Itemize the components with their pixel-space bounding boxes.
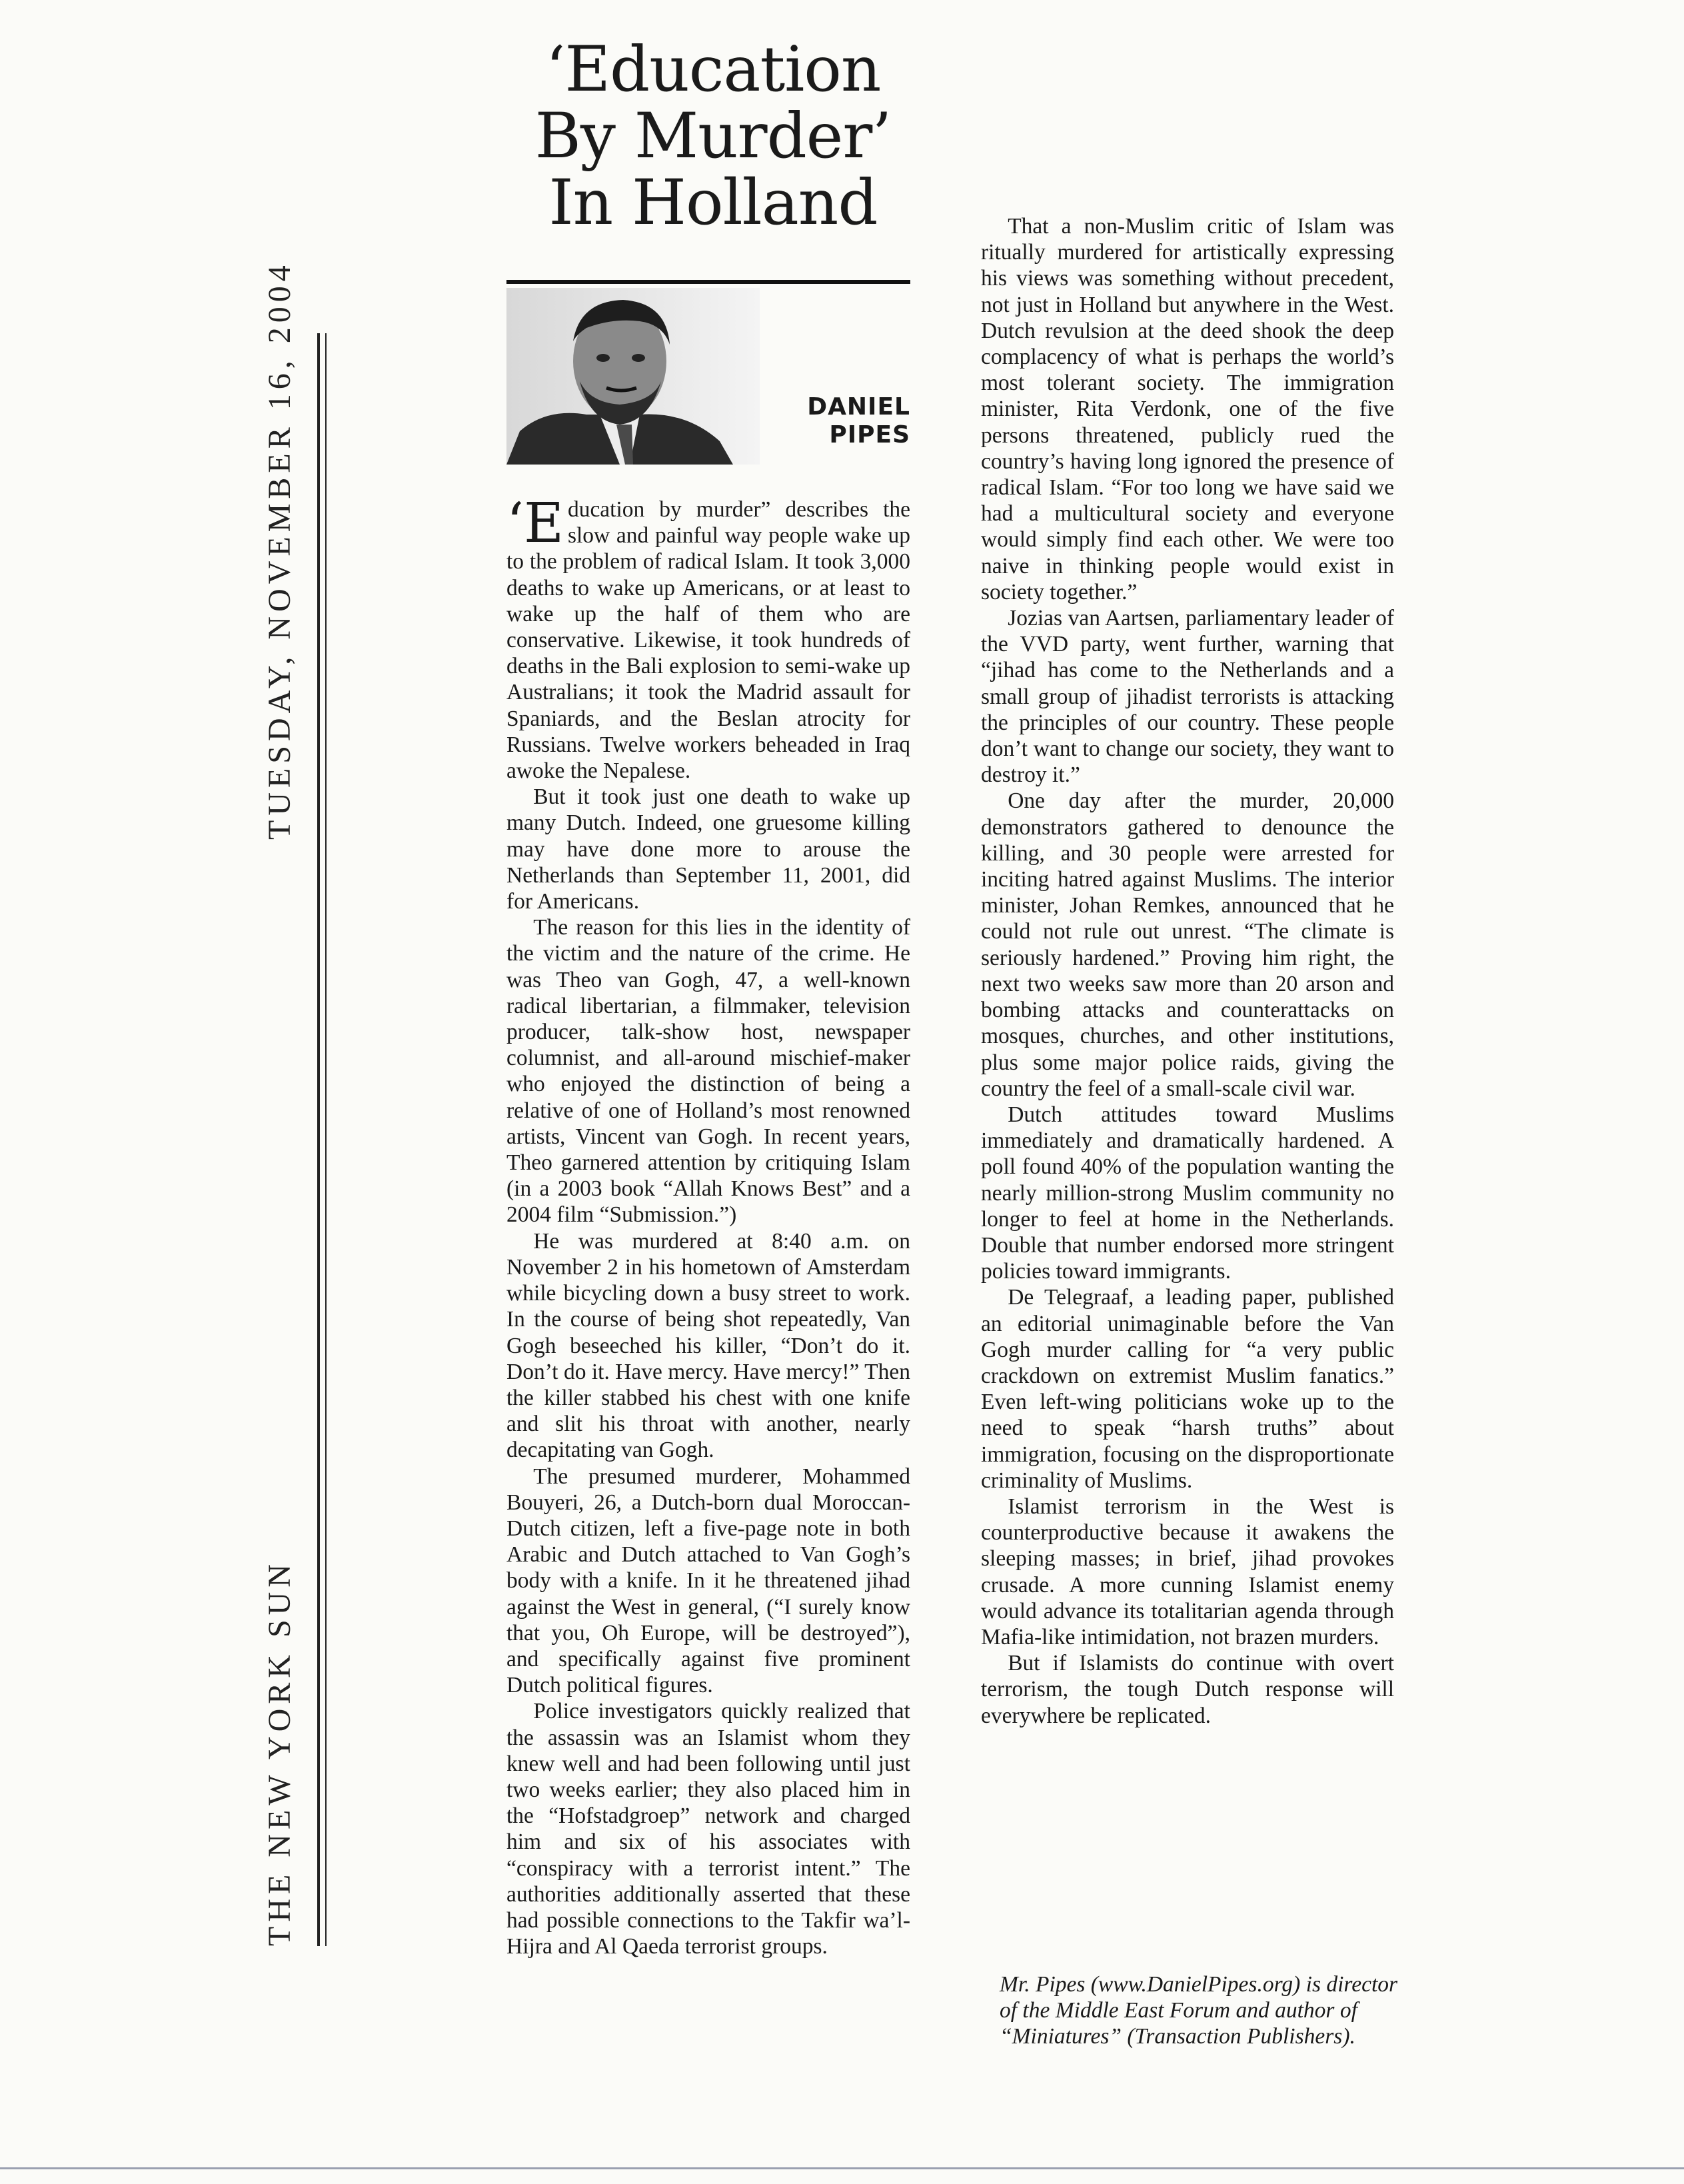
paragraph: The presumed murderer, Mohammed Bouyeri, 26, a Dutch-born dual Moroccan-Dutch citizen, left a five-page note in both Arabic and Dutch attached to Van Gogh’s body with a knife. In it he threatened jihad against the West in general, (“I surely know that you, Oh Europe, will be destroyed”), and specifically against five prominent Dutch political figures.	[506, 1464, 910, 1698]
publication-name: THE NEW YORK SUN	[262, 1560, 297, 1946]
dropcap: ‘E	[506, 492, 564, 555]
paragraph: But if Islamists do continue with overt terrorism, the tough Dutch response will everywhere be replicated.	[981, 1651, 1394, 1728]
author-first-name: DANIEL	[807, 393, 910, 421]
scan-bottom-edge	[0, 2167, 1684, 2169]
headline-line-3: In Holland	[548, 167, 878, 239]
paragraph: Islamist terrorism in the West is counterproductive because it awakens the sleeping masses; in brief, jihad provokes crusade. A more cunning Islamist enemy would advance its totalitarian agenda through Mafia-like intimidation, not brazen murders.	[981, 1494, 1394, 1649]
publication-date: TUESDAY, NOVEMBER 16, 2004	[262, 261, 297, 840]
paragraph: The reason for this lies in the identity of the victim and the nature of the crime. He was Theo van Gogh, 47, a well-known radical libertarian, a filmmaker, television producer, talk-show host, newspaper columnist, and all-around mischief-maker who enjoyed the distinction of being a relative of one of Holland’s most renowned artists, Vincent van Gogh. In recent years, Theo garnered attention by critiquing Islam (in a 2003 book “Allah Knows Best” and a 2004 film “Submission.”)	[506, 915, 910, 1228]
paragraph: He was murdered at 8:40 a.m. on November 2 in his hometown of Amsterdam while bicycling down a busy street to work. In the course of being shot repeatedly, Van Gogh beseeched his killer, “Don’t do it. Don’t do it. Have mercy. Have mercy!” Then the killer stabbed his chest with one knife and slit his throat with another, nearly decapitating van Gogh.	[506, 1228, 910, 1463]
photo-top-rule	[506, 280, 910, 284]
paragraph: That a non-Muslim critic of Islam was ritually murdered for artistically expressing his views was something without precedent, not just in Holland but anywhere in the West. Dutch revulsion at the deed shook the deep complacency of what is perhaps the world’s most tolerant society. The immigration minister, Rita Verdonk, one of the five persons threatened, publicly rued the country’s having long ignored the presence of radical Islam. “For too long we have said we had a multicultural society and everyone would simply find each other. We were too naive in thinking people would exist in society together.”	[981, 214, 1394, 604]
sidebar-rule-thick	[317, 333, 320, 1946]
author-bio: Mr. Pipes (www.DanielPipes.org) is director of the Middle East Forum and author of “Miniatures” (Transaction Publishers).	[1000, 1972, 1398, 2049]
paragraph: Jozias van Aartsen, parliamentary leader of the VVD party, went further, warning that “jihad has come to the Netherlands and a small group of jihadist terrorists is attacking the principles of our country. These people don’t want to change our society, they want to destroy it.”	[981, 606, 1394, 788]
headline-line-2: By Murder’	[534, 100, 892, 173]
author-last-name: PIPES	[829, 421, 910, 449]
paragraph: ‘Education by murder” describes the slow and painful way people wake up to the problem of radical Islam. It took 3,000 deaths to wake up Americans, or at least to wake up the half of them who are conservative. Likewise, it took hundreds of deaths in the Bali explosion to semi-wake up Australians; it took the Madrid assault for Spaniards, and the Beslan atrocity for Russians. Twelve workers beheaded in Iraq awoke the Nepalese.	[506, 492, 910, 784]
article-column-2	[981, 213, 1394, 1729]
sidebar-rule-thin	[325, 333, 327, 1946]
paragraph: But it took just one death to wake up many Dutch. Indeed, one gruesome killing may have done more to arouse the Netherlands than September 11, 2001, did for Americans.	[506, 784, 910, 914]
author-photo	[506, 288, 760, 465]
paragraph: Dutch attitudes toward Muslims immediately and dramatically hardened. A poll found 40% of the population wanting the nearly million-strong Muslim community no longer to feel at home in the Netherlands. Double that number endorsed more stringent policies toward immigrants.	[981, 1102, 1394, 1284]
headline-line-1: ‘Education	[545, 33, 881, 106]
article-column-1	[506, 492, 910, 1959]
headline	[493, 33, 933, 239]
paragraph: Police investigators quickly realized that the assassin was an Islamist whom they knew well and had been following until just two weeks earlier; they also placed him in the “Hofstadgroep” network and charged him and six of his associates with “conspiracy with a terrorist intent.” The authorities additionally asserted that these had possible connections to the Takfir wa’l-Hijra and Al Qaeda terrorist groups.	[506, 1699, 910, 1959]
author-byline	[746, 393, 910, 449]
paragraph: One day after the murder, 20,000 demonstrators gathered to denounce the killing, and 30 people were arrested for inciting hatred against Muslims. The interior minister, Johan Remkes, announced that he could not rule out unrest. “The climate is seriously hardened.” Proving him right, the next two weeks saw more than 20 arson and bombing attacks and counterattacks on mosques, churches, and other institutions, plus some major police raids, giving the country the feel of a small-scale civil war.	[981, 788, 1394, 1101]
paragraph: De Telegraaf, a leading paper, published an editorial unimaginable before the Van Gogh murder calling for “a very public crackdown on extremist Muslim fanatics.” Even left-wing politicians woke up to the need to speak “harsh truths” about immigration, focusing on the disproportionate criminality of Muslims.	[981, 1285, 1394, 1493]
